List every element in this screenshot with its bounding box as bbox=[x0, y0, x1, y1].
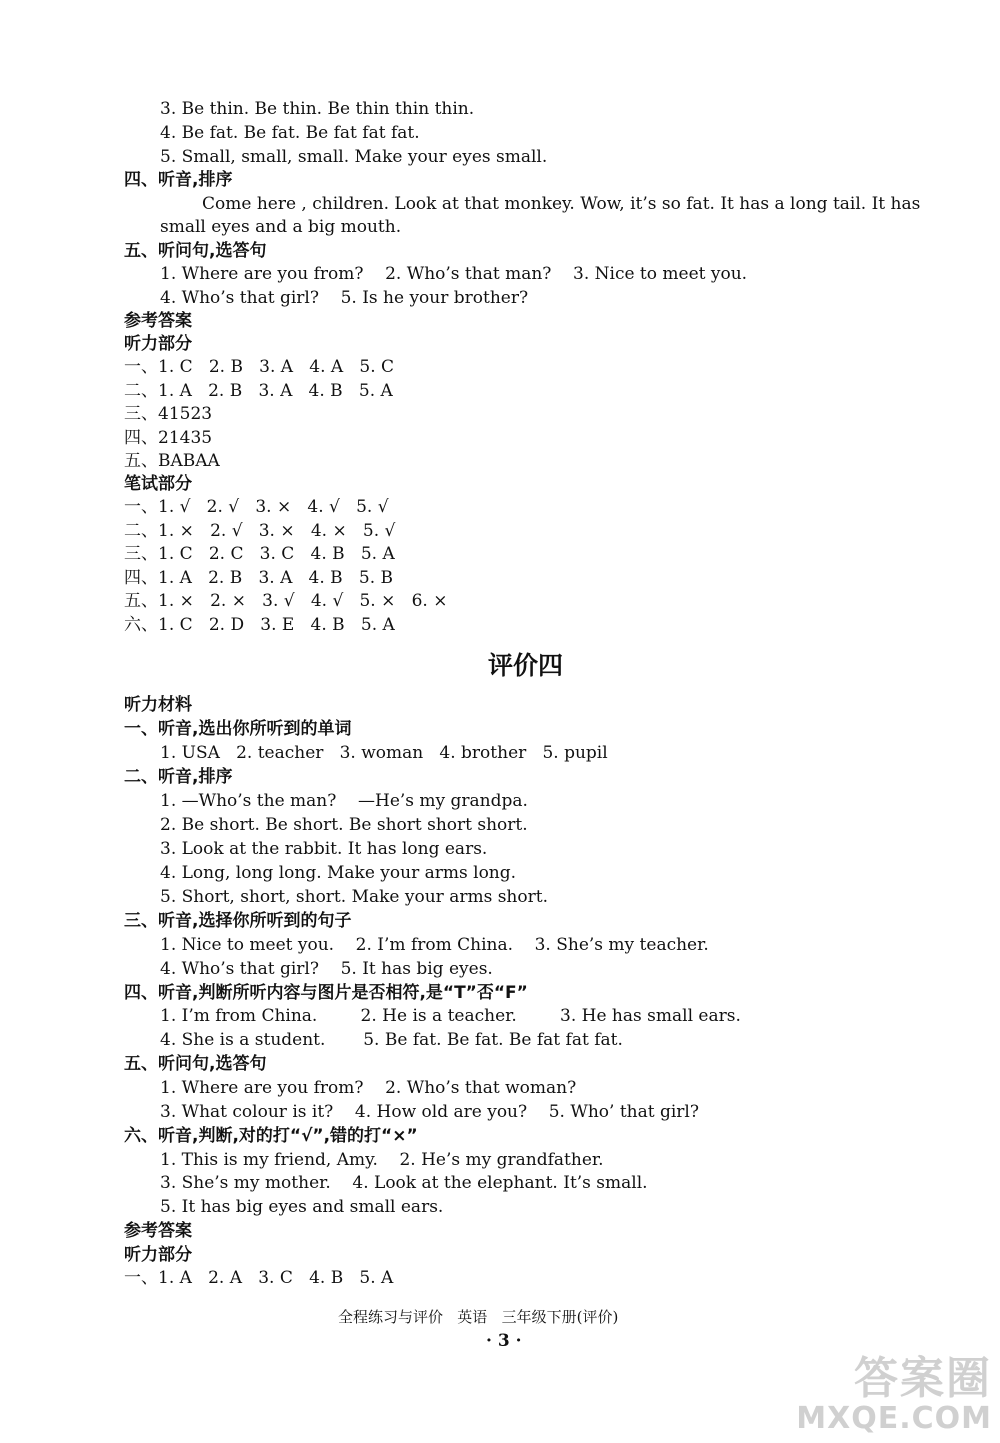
text-line: 二、1. A 2. B 3. A 4. B 5. A bbox=[124, 381, 393, 401]
text-line: 1. Where are you from? 2. Who’s that woman? bbox=[160, 1078, 577, 1098]
text-line: 3. What colour is it? 4. How old are you? 5. Who’ that girl? bbox=[160, 1102, 699, 1122]
text-line: 五、1. × 2. × 3. √ 4. √ 5. × 6. × bbox=[124, 591, 448, 611]
text-line: Come here , children. Look at that monkey. Wow, it’s so fat. It has a long tail. It has bbox=[202, 194, 921, 214]
section-heading: 听力部分 bbox=[124, 1245, 192, 1265]
text-line: 3. Be thin. Be thin. Be thin thin thin. bbox=[160, 99, 475, 119]
section-heading: 一、听音,选出你所听到的单词 bbox=[124, 719, 352, 739]
section-heading: 四、听音,排序 bbox=[124, 170, 233, 190]
section-heading: 五、听问句,选答句 bbox=[124, 1054, 267, 1074]
text-line: 5. Short, short, short. Make your arms short. bbox=[160, 887, 548, 907]
text-line: 三、41523 bbox=[124, 404, 213, 424]
footer-text: 全程练习与评价 英语 三年级下册(评价) bbox=[338, 1308, 619, 1326]
text-line: 2. Be short. Be short. Be short short short. bbox=[160, 815, 528, 835]
section-heading: 笔试部分 bbox=[124, 474, 192, 494]
text-line: 3. Look at the rabbit. It has long ears. bbox=[160, 839, 488, 859]
text-line: 1. I’m from China. 2. He is a teacher. 3. He has small ears. bbox=[160, 1006, 741, 1026]
text-line: 四、1. A 2. B 3. A 4. B 5. B bbox=[124, 568, 393, 588]
text-line: 4. Long, long long. Make your arms long. bbox=[160, 863, 517, 883]
text-line: 1. Nice to meet you. 2. I’m from China. 3. She’s my teacher. bbox=[160, 935, 709, 955]
text-line: 4. She is a student. 5. Be fat. Be fat. Be fat fat fat. bbox=[160, 1030, 623, 1050]
text-line: 1. This is my friend, Amy. 2. He’s my grandfather. bbox=[160, 1150, 604, 1170]
text-line: 一、1. C 2. B 3. A 4. A 5. C bbox=[124, 357, 395, 377]
text-line: 1. USA 2. teacher 3. woman 4. brother 5. pupil bbox=[160, 743, 608, 763]
section-heading: 六、听音,判断,对的打“√”,错的打“×” bbox=[124, 1126, 418, 1146]
text-line: 1. Where are you from? 2. Who’s that man? 3. Nice to meet you. bbox=[160, 264, 748, 284]
section-heading: 参考答案 bbox=[124, 1221, 192, 1241]
section-heading: 二、听音,排序 bbox=[124, 767, 233, 787]
watermark-logo: 答案圈 bbox=[854, 1353, 992, 1404]
section-heading: 四、听音,判断所听内容与图片是否相符,是“T”否“F” bbox=[124, 983, 528, 1003]
section-title: 评价四 bbox=[488, 651, 564, 680]
text-line: 3. She’s my mother. 4. Look at the elephant. It’s small. bbox=[160, 1173, 648, 1193]
section-heading: 参考答案 bbox=[124, 311, 192, 331]
text-line: 三、1. C 2. C 3. C 4. B 5. A bbox=[124, 544, 395, 564]
text-line: 一、1. A 2. A 3. C 4. B 5. A bbox=[124, 1268, 394, 1288]
page-number: · 3 · bbox=[486, 1331, 522, 1351]
text-line: 四、21435 bbox=[124, 428, 213, 448]
text-line: 5. Small, small, small. Make your eyes small. bbox=[160, 147, 548, 167]
watermark bbox=[796, 1355, 992, 1435]
text-line: 5. It has big eyes and small ears. bbox=[160, 1197, 444, 1217]
text-line: 4. Be fat. Be fat. Be fat fat fat. bbox=[160, 123, 420, 143]
text-line: 4. Who’s that girl? 5. Is he your brother? bbox=[160, 288, 529, 308]
section-heading: 听力材料 bbox=[124, 695, 192, 715]
text-line: 六、1. C 2. D 3. E 4. B 5. A bbox=[124, 615, 395, 635]
section-heading: 五、听问句,选答句 bbox=[124, 241, 267, 261]
text-line: 4. Who’s that girl? 5. It has big eyes. bbox=[160, 959, 493, 979]
text-line: 二、1. × 2. √ 3. × 4. × 5. √ bbox=[124, 521, 396, 541]
text-line: small eyes and a big mouth. bbox=[160, 217, 402, 237]
section-heading: 三、听音,选择你所听到的句子 bbox=[124, 911, 352, 931]
text-line: 1. —Who’s the man? —He’s my grandpa. bbox=[160, 791, 528, 811]
section-heading: 听力部分 bbox=[124, 334, 192, 354]
watermark-url: MXQE.COM bbox=[796, 1401, 992, 1436]
text-line: 五、BABAA bbox=[124, 451, 220, 471]
text-line: 一、1. √ 2. √ 3. × 4. √ 5. √ bbox=[124, 497, 389, 517]
